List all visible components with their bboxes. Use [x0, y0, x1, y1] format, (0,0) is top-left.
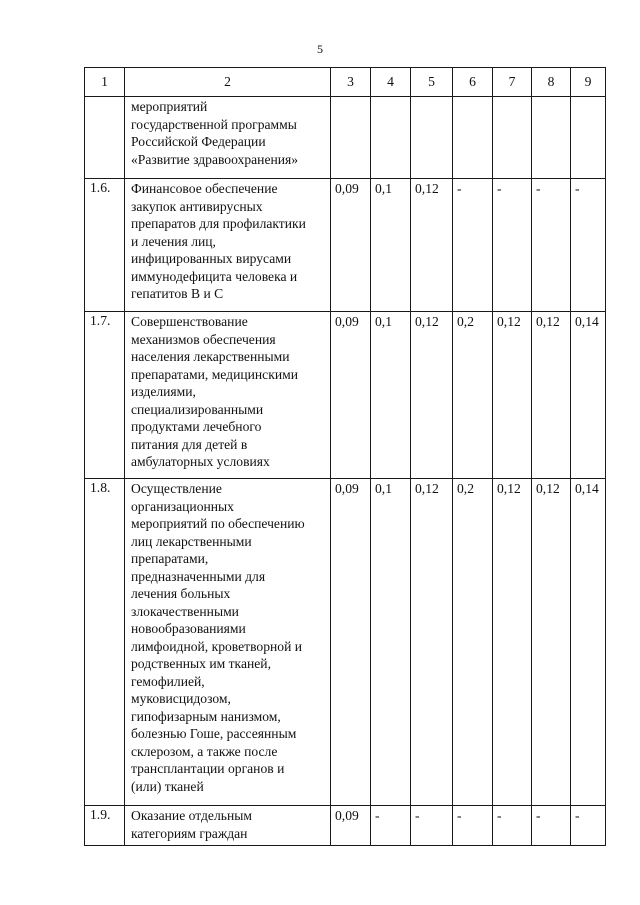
value-cell-col3: 0,09 — [331, 312, 371, 479]
description-line: лимфоидной, кроветворной и — [131, 638, 303, 654]
value-cell-col9: - — [571, 806, 606, 846]
value-cell-col6: - — [453, 806, 493, 846]
description-line: мероприятий — [131, 99, 208, 114]
description-line: населения лекарственными — [131, 349, 290, 364]
description-line: государственной программы — [131, 116, 297, 132]
value-cell-col8: 0,12 — [532, 479, 571, 806]
value-cell-col3 — [331, 97, 371, 179]
description-line: Финансовое обеспечение — [131, 181, 278, 196]
value-cell-col9: 0,14 — [571, 312, 606, 479]
value-cell-col3: 0,09 — [331, 479, 371, 806]
item-description — [125, 179, 331, 312]
column-header-2: 2 — [125, 68, 331, 97]
description-line: родственных им тканей, — [131, 656, 271, 671]
description-line: трансплантации органов и — [131, 761, 285, 776]
value-cell-col7: 0,12 — [493, 312, 532, 479]
item-number: 1.8. — [85, 479, 125, 806]
item-number — [85, 97, 125, 179]
description-line: изделиями, — [131, 384, 196, 399]
value-cell-col9 — [571, 97, 606, 179]
description-line: «Развитие здравоохранения» — [131, 151, 299, 167]
item-description — [125, 806, 331, 846]
value-cell-col4: - — [371, 806, 411, 846]
value-cell-col8: 0,12 — [532, 312, 571, 479]
description-line: злокачественными — [131, 603, 239, 619]
description-line: препаратов для профилактики — [131, 216, 306, 231]
description-line: муковисцидозом, — [131, 691, 231, 706]
description-line: инфицированных вирусами — [131, 251, 292, 266]
description-line: новообразованиями — [131, 621, 246, 636]
description-line: гипофизарным нанизмом, — [131, 708, 281, 724]
column-header-6: 6 — [453, 68, 493, 97]
item-description — [125, 97, 331, 179]
description-line: амбулаторных условиях — [131, 454, 270, 469]
value-cell-col7: - — [493, 806, 532, 846]
column-header-5: 5 — [411, 68, 453, 97]
description-line: иммунодефицита человека и — [131, 268, 298, 284]
value-cell-col9: - — [571, 179, 606, 312]
value-cell-col5: 0,12 — [411, 312, 453, 479]
description-line: (или) тканей — [131, 778, 204, 794]
value-cell-col4: 0,1 — [371, 479, 411, 806]
column-header-8: 8 — [532, 68, 571, 97]
value-cell-col5 — [411, 97, 453, 179]
description-line: продуктами лечебного — [131, 419, 262, 434]
description-line: болезнью Гоше, рассеянным — [131, 726, 297, 741]
description-line: категориям граждан — [131, 825, 248, 841]
column-header-7: 7 — [493, 68, 532, 97]
column-header-3: 3 — [331, 68, 371, 97]
table-row — [85, 479, 606, 806]
description-line: предназначенными для — [131, 568, 266, 584]
table-row — [85, 312, 606, 479]
value-cell-col4: 0,1 — [371, 312, 411, 479]
description-line: гепатитов В и С — [131, 286, 224, 301]
value-cell-col8 — [532, 97, 571, 179]
value-cell-col4 — [371, 97, 411, 179]
description-line: и лечения лиц, — [131, 233, 216, 249]
description-line: Совершенствование — [131, 314, 248, 329]
description-line: специализированными — [131, 401, 264, 417]
table-row — [85, 179, 606, 312]
description-line: питания для детей в — [131, 436, 248, 452]
description-line: Российской Федерации — [131, 134, 266, 149]
page-number: 5 — [317, 42, 323, 56]
description-line: препаратами, медицинскими — [131, 366, 298, 382]
value-cell-col8: - — [532, 179, 571, 312]
value-cell-col3: 0,09 — [331, 806, 371, 846]
item-description — [125, 479, 331, 806]
value-cell-col7: - — [493, 179, 532, 312]
description-line: склерозом, а также после — [131, 743, 278, 759]
column-header-9: 9 — [571, 68, 606, 97]
description-line: препаратами, — [131, 551, 209, 566]
description-line: закупок антивирусных — [131, 198, 263, 214]
value-cell-col5: 0,12 — [411, 479, 453, 806]
value-cell-col3: 0,09 — [331, 179, 371, 312]
description-line: организационных — [131, 498, 234, 514]
description-line: лечения больных — [131, 586, 231, 601]
item-description — [125, 312, 331, 479]
description-line: Оказание отдельным — [131, 808, 252, 823]
description-line: Осуществление — [131, 481, 222, 496]
value-cell-col5: 0,12 — [411, 179, 453, 312]
item-number: 1.9. — [85, 806, 125, 846]
table-row — [85, 97, 606, 179]
column-header-1: 1 — [85, 68, 125, 97]
header-row — [85, 68, 606, 97]
value-cell-col6 — [453, 97, 493, 179]
value-cell-col7: 0,12 — [493, 479, 532, 806]
value-cell-col4: 0,1 — [371, 179, 411, 312]
description-line: гемофилией, — [131, 673, 205, 689]
description-line: лиц лекарственными — [131, 533, 252, 549]
value-cell-col6: 0,2 — [453, 312, 493, 479]
item-number: 1.7. — [85, 312, 125, 479]
description-line: механизмов обеспечения — [131, 331, 276, 347]
value-cell-col6: - — [453, 179, 493, 312]
item-number: 1.6. — [85, 179, 125, 312]
data-table — [84, 67, 606, 846]
value-cell-col5: - — [411, 806, 453, 846]
table-row — [85, 806, 606, 846]
column-header-4: 4 — [371, 68, 411, 97]
value-cell-col9: 0,14 — [571, 479, 606, 806]
value-cell-col8: - — [532, 806, 571, 846]
value-cell-col7 — [493, 97, 532, 179]
description-line: мероприятий по обеспечению — [131, 516, 305, 531]
value-cell-col6: 0,2 — [453, 479, 493, 806]
